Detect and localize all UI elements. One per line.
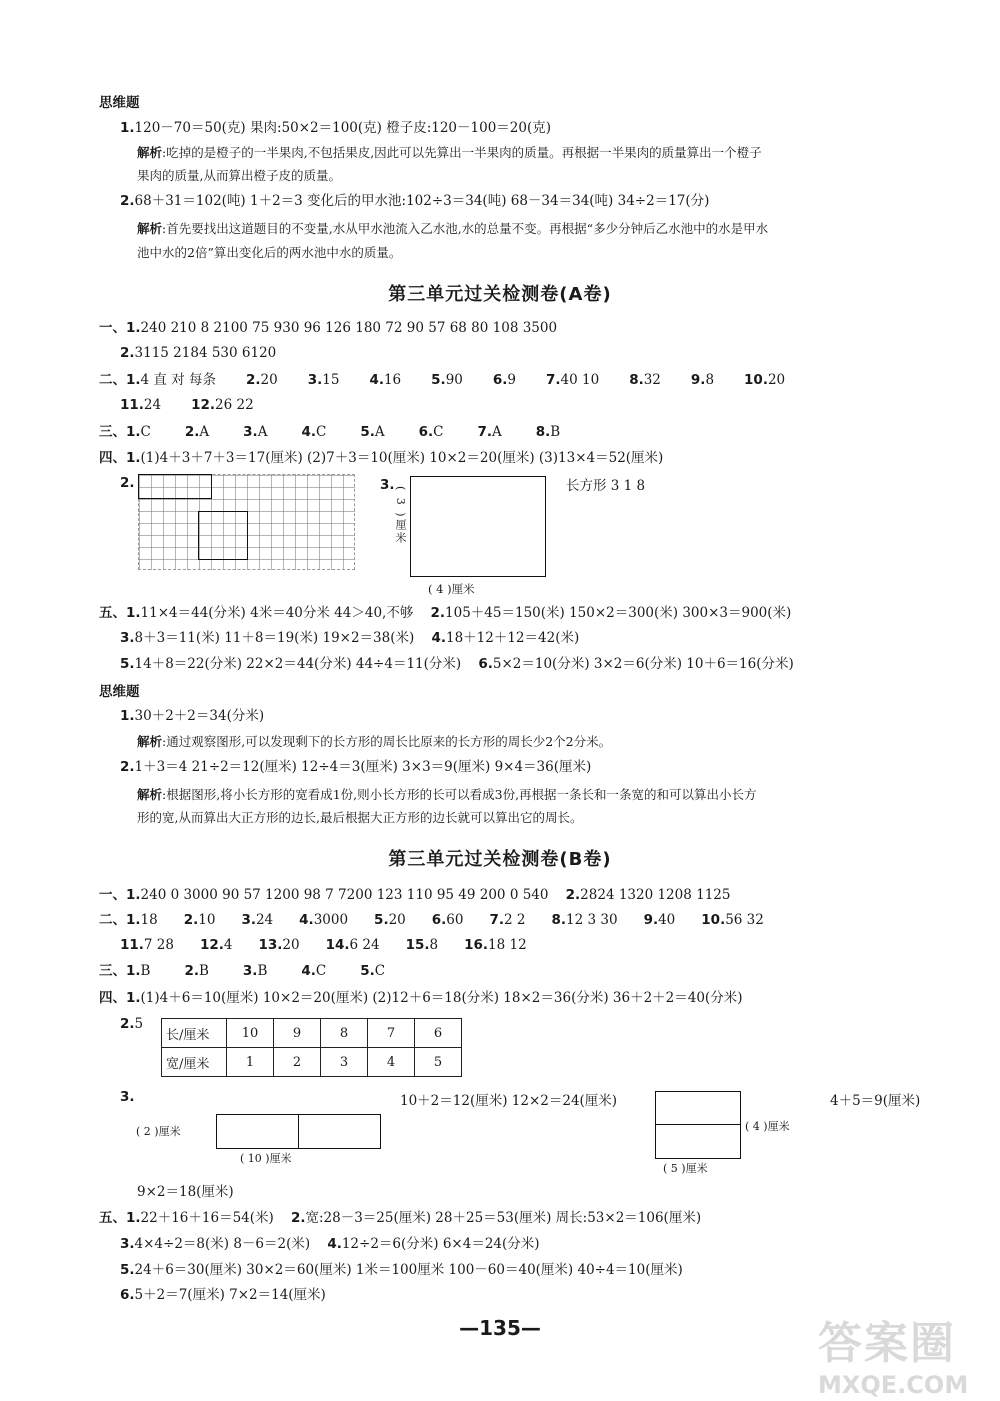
answer-line <box>120 396 254 414</box>
item-value: 2 2 <box>504 912 526 928</box>
table-row <box>162 1048 462 1077</box>
answer-line: 6.5＋2＝7(厘米) 7×2＝14(厘米) <box>120 1287 326 1303</box>
grid-square <box>198 511 248 560</box>
item-number: 4. <box>369 372 384 388</box>
length-width-table <box>161 1018 462 1077</box>
item-number: 2. <box>184 424 200 440</box>
item-value: 20 <box>767 372 786 388</box>
item-number: 6. <box>418 424 434 440</box>
item-value: 12 3 30 <box>566 912 618 928</box>
item-number: 12. <box>199 937 224 953</box>
section-title-a: 第三单元过关检测卷(A卷) <box>388 284 612 305</box>
analysis-line: 解析:首先要找出这道题目的不变量,水从甲水池流入乙水池,水的总量不变。再根据“多少分钟后乙水池中的水是甲水 <box>137 221 769 236</box>
answer-line: 一、1.240 0 3000 90 57 1200 98 7 7200 123 110 95 49 200 0 540 2.2824 1320 1208 1125 <box>99 887 731 903</box>
item-number: 10. <box>744 372 768 388</box>
answer-line: 二、1.4 直 对 每条 2.20 3.15 4.16 5.90 6.9 7.40 10 8.32 9.8 10.20 <box>99 372 786 388</box>
answer-item <box>185 424 209 440</box>
answer-line: 四、1.(1)4＋6＝10(厘米) 10×2＝20(厘米) (2)12＋6＝18(分米) 18×2＝36(分米) 36＋2＋2＝40(分米) <box>99 990 743 1006</box>
analysis-line: 解析:根据图形,将小长方形的宽看成1份,则小长方形的长可以看成3份,再根据一条长和一条宽的和可以算出小长方 <box>137 787 757 802</box>
item-number: 3. <box>243 424 258 440</box>
answer-line: 2.1＋3＝4 21÷2＝12(厘米) 12÷4＝3(厘米) 3×3＝9(厘米) 9×4＝36(厘米) <box>120 759 592 775</box>
item-value: 40 <box>658 912 676 928</box>
item-number: 2. <box>183 912 199 928</box>
table-cell: 4 <box>368 1048 415 1077</box>
item-number: 3. <box>242 963 258 979</box>
item-value: 26 22 <box>215 397 254 413</box>
item-number: 2. <box>246 372 261 388</box>
answer-line: 二、1.18 2.10 3.24 4.3000 5.20 6.60 7.2 2 8.12 3 30 9.40 10.56 32 <box>99 912 764 928</box>
table-cell: 5 <box>415 1048 462 1077</box>
item-value: 3000 <box>313 912 349 928</box>
table-cell: 9 <box>274 1019 321 1048</box>
item-value: 8 <box>429 937 439 953</box>
item-value: 20 <box>282 937 300 953</box>
section-title-b: 第三单元过关检测卷(B卷) <box>388 849 612 870</box>
answer-item <box>326 937 380 953</box>
section-heading: 思维题 <box>99 95 140 111</box>
rect-bottom-label: ( 4 )厘米 <box>428 582 475 596</box>
table-cell: 10 <box>227 1019 274 1048</box>
answer-item <box>360 963 385 979</box>
table-cell: 1 <box>227 1048 274 1077</box>
item-value: 8 <box>705 372 715 388</box>
analysis-line: 池中水的2倍”算出变化后的两水池中水的质量。 <box>137 245 402 260</box>
answer-item <box>493 372 516 388</box>
answer-item <box>184 963 208 979</box>
table-row-header: 宽/厘米 <box>162 1048 227 1077</box>
answer-text: 长方形 3 1 8 <box>566 478 646 494</box>
item-value: C <box>315 424 327 440</box>
item-value: 16 <box>383 372 402 388</box>
figure-bottom-label: ( 5 )厘米 <box>663 1162 708 1175</box>
answer-line: 三、1.B 2.B 3.B 4.C 5.C <box>99 963 386 979</box>
item-number: 14. <box>325 937 350 953</box>
analysis-line: 形的宽,从而算出大正方形的边长,最后根据大正方形的边长就可以算出它的周长。 <box>137 810 583 825</box>
answer-item <box>477 424 501 440</box>
item-value: 90 <box>445 372 463 388</box>
figure-side-label: ( 4 )厘米 <box>745 1120 790 1133</box>
item-value: 15 <box>322 372 340 388</box>
item-number: 6. <box>492 372 508 388</box>
item-value: 7 28 <box>143 937 174 953</box>
item-value: 18 <box>140 912 158 928</box>
item-number: 2. <box>184 963 199 979</box>
item-number: 5. <box>431 372 446 388</box>
item-number: 9. <box>690 372 706 388</box>
item-value: B <box>257 963 268 979</box>
item-number: 4. <box>301 963 316 979</box>
answer-item <box>141 912 158 928</box>
answer-item <box>552 912 618 928</box>
figure-bottom-label: ( 10 )厘米 <box>240 1152 292 1165</box>
table-row <box>162 1019 462 1048</box>
answer-line: 5.14＋8＝22(分米) 22×2＝44(分米) 44÷4＝11(分米) 6.5×2＝10(分米) 3×2＝6(分米) 10＋6＝16(分米) <box>120 656 794 672</box>
analysis-line: 果肉的质量,从而算出橙子皮的质量。 <box>137 168 341 183</box>
item-value: 24 <box>143 397 162 413</box>
item-value: A <box>199 424 210 440</box>
answer-line: 四、1.(1)4＋3＋7＋3＝17(厘米) (2)7＋3＝10(厘米) 10×2＝20(厘米) (3)13×4＝52(厘米) <box>99 450 664 466</box>
watermark-bottom: MXQE.COM <box>818 1371 969 1399</box>
answer-item <box>360 424 384 440</box>
item-value: B <box>198 963 209 979</box>
item-value: C <box>140 424 151 440</box>
answer-item <box>301 424 326 440</box>
answer-item <box>374 912 406 928</box>
page-number: —135— <box>459 1316 541 1340</box>
item-number: 7. <box>546 372 561 388</box>
square-split-figure <box>655 1091 741 1159</box>
answer-line: 2.3115 2184 530 6120 <box>120 345 277 361</box>
answer-item <box>536 424 560 440</box>
answer-line: 五、1.11×4＝44(分米) 4米＝40分米 44＞40,不够 2.105＋45＝150(米) 150×2＝300(米) 300×3＝900(米) <box>99 605 792 621</box>
item-number: 11. <box>120 937 144 953</box>
answer-item <box>243 963 267 979</box>
table-cell: 2 <box>274 1048 321 1077</box>
rect-side-label: ( 3 )厘米 <box>394 486 407 545</box>
answer-item <box>369 372 401 388</box>
table-row-header: 长/厘米 <box>162 1019 227 1048</box>
answer-line <box>120 936 527 954</box>
analysis-line: 解析:吃掉的是橙子的一半果肉,不包括果皮,因此可以先算出一半果肉的质量。再根据一半果肉的质量算出一个橙子 <box>137 145 762 160</box>
grid-rectangle <box>138 474 212 499</box>
item-number: 10. <box>701 912 726 928</box>
item-number: 9. <box>643 912 659 928</box>
item-value: 6 24 <box>349 937 380 953</box>
item-number: 4. <box>301 424 316 440</box>
item-number: 5. <box>360 424 375 440</box>
item-value: 60 <box>446 912 464 928</box>
item-value: 20 <box>388 912 406 928</box>
answer-item <box>308 372 340 388</box>
item-value: 56 32 <box>725 912 764 928</box>
table-cell: 7 <box>368 1019 415 1048</box>
item-number: 8. <box>629 372 644 388</box>
item-value: 32 <box>643 372 661 388</box>
item-value: A <box>492 424 502 440</box>
answer-item <box>644 912 676 928</box>
answer-item <box>200 937 233 953</box>
item-number: 8. <box>535 424 551 440</box>
answer-text: 9×2＝18(厘米) <box>137 1184 234 1200</box>
item-number: 7. <box>489 912 505 928</box>
answer-line: 2.68＋31＝102(吨) 1＋2＝3 变化后的甲水池:102÷3＝34(吨) 68－34＝34(吨) 34÷2＝17(分) <box>120 193 710 209</box>
item-value: A <box>257 424 268 440</box>
question-number: 3. <box>380 477 395 493</box>
item-value: 40 10 <box>560 372 600 388</box>
item-number: 8. <box>551 912 567 928</box>
answer-item <box>629 372 661 388</box>
item-value: A <box>374 424 385 440</box>
answer-item <box>299 912 348 928</box>
question-number: 2.5 <box>120 1016 144 1032</box>
item-value: 4 直 对 每条 <box>140 372 216 388</box>
item-number: 15. <box>405 937 430 953</box>
section-heading: 思维题 <box>99 684 140 700</box>
answer-item <box>120 937 174 953</box>
answer-item <box>701 912 764 928</box>
answer-item <box>141 372 216 388</box>
rectangle-figure <box>410 476 546 577</box>
question-number: 3. <box>120 1089 135 1105</box>
answer-item <box>432 912 464 928</box>
answer-item <box>489 912 525 928</box>
figure-side-label: ( 2 )厘米 <box>136 1125 181 1138</box>
watermark-top: 答案圈 <box>818 1318 956 1369</box>
answer-line: 五、1.22＋16＋16＝54(米) 2.宽:28－3＝25(厘米) 28＋25＝53(厘米) 周长:53×2＝106(厘米) <box>99 1210 702 1226</box>
item-value: 4 <box>223 937 233 953</box>
item-value: C <box>433 424 444 440</box>
analysis-line: 解析:通过观察图形,可以发现剩下的长方形的周长比原来的长方形的周长少2个2分米。 <box>137 734 612 749</box>
rectangle-divider <box>655 1124 741 1125</box>
answer-item <box>141 963 151 979</box>
item-value: C <box>374 963 386 979</box>
answer-line: 1.30＋2＋2＝34(分米) <box>120 708 265 724</box>
answer-item <box>431 372 463 388</box>
table-cell: 6 <box>415 1019 462 1048</box>
item-number: 4. <box>299 912 314 928</box>
item-value: B <box>140 963 151 979</box>
answer-item <box>691 372 714 388</box>
item-number: 11. <box>120 397 144 413</box>
item-number: 7. <box>477 424 492 440</box>
answer-item <box>243 424 267 440</box>
answer-line: 3.4×4÷2＝8(米) 8－6＝2(米) 4.12÷2＝6(分米) 6×4＝24(分米) <box>120 1236 540 1252</box>
answer-item <box>301 963 326 979</box>
item-value: 10 <box>198 912 216 928</box>
item-value: 24 <box>255 912 274 928</box>
answer-item <box>191 397 254 413</box>
answer-line: 1.120－70＝50(克) 果肉:50×2＝100(克) 橙子皮:120－100＝20(克) <box>120 120 551 136</box>
answer-text: 10＋2＝12(厘米) 12×2＝24(厘米) <box>400 1093 618 1109</box>
answer-line: 一、1.240 210 8 2100 75 930 96 126 180 72 90 57 68 80 108 3500 <box>99 320 558 336</box>
table-cell: 8 <box>321 1019 368 1048</box>
item-number: 13. <box>258 937 283 953</box>
answer-line: 5.24＋6＝30(厘米) 30×2＝60(厘米) 1米＝100厘米 100－60＝40(厘米) 40÷4＝10(厘米) <box>120 1262 683 1278</box>
item-value: 18 12 <box>488 937 527 953</box>
table-cell: 3 <box>321 1048 368 1077</box>
item-value: 20 <box>260 372 278 388</box>
answer-line: 3.8＋3＝11(米) 11＋8＝19(米) 19×2＝38(米) 4.18＋12＋12＝42(米) <box>120 630 580 646</box>
item-value: C <box>315 963 327 979</box>
answer-item <box>419 424 444 440</box>
question-number: 2. <box>120 475 135 491</box>
item-number: 5. <box>360 963 375 979</box>
answer-line: 三、1.C 2.A 3.A 4.C 5.A 6.C 7.A 8.B <box>99 424 561 440</box>
answer-item <box>546 372 599 388</box>
item-number: 12. <box>191 397 216 413</box>
answer-item <box>241 912 273 928</box>
watermark-logo <box>818 1307 988 1399</box>
answer-item <box>464 937 527 953</box>
item-value: B <box>550 424 561 440</box>
item-number: 6. <box>431 912 447 928</box>
answer-item <box>744 372 785 388</box>
rectangle-divider <box>298 1114 299 1149</box>
item-number: 16. <box>464 937 489 953</box>
item-number: 3. <box>241 912 256 928</box>
answer-item <box>259 937 300 953</box>
answer-text: 4＋5＝9(厘米) <box>830 1093 921 1109</box>
answer-item <box>246 372 278 388</box>
answer-item <box>141 424 151 440</box>
item-number: 5. <box>374 912 389 928</box>
item-number: 3. <box>307 372 323 388</box>
answer-item <box>120 397 161 413</box>
answer-item <box>184 912 216 928</box>
item-value: 9 <box>507 372 516 388</box>
answer-item <box>406 937 439 953</box>
